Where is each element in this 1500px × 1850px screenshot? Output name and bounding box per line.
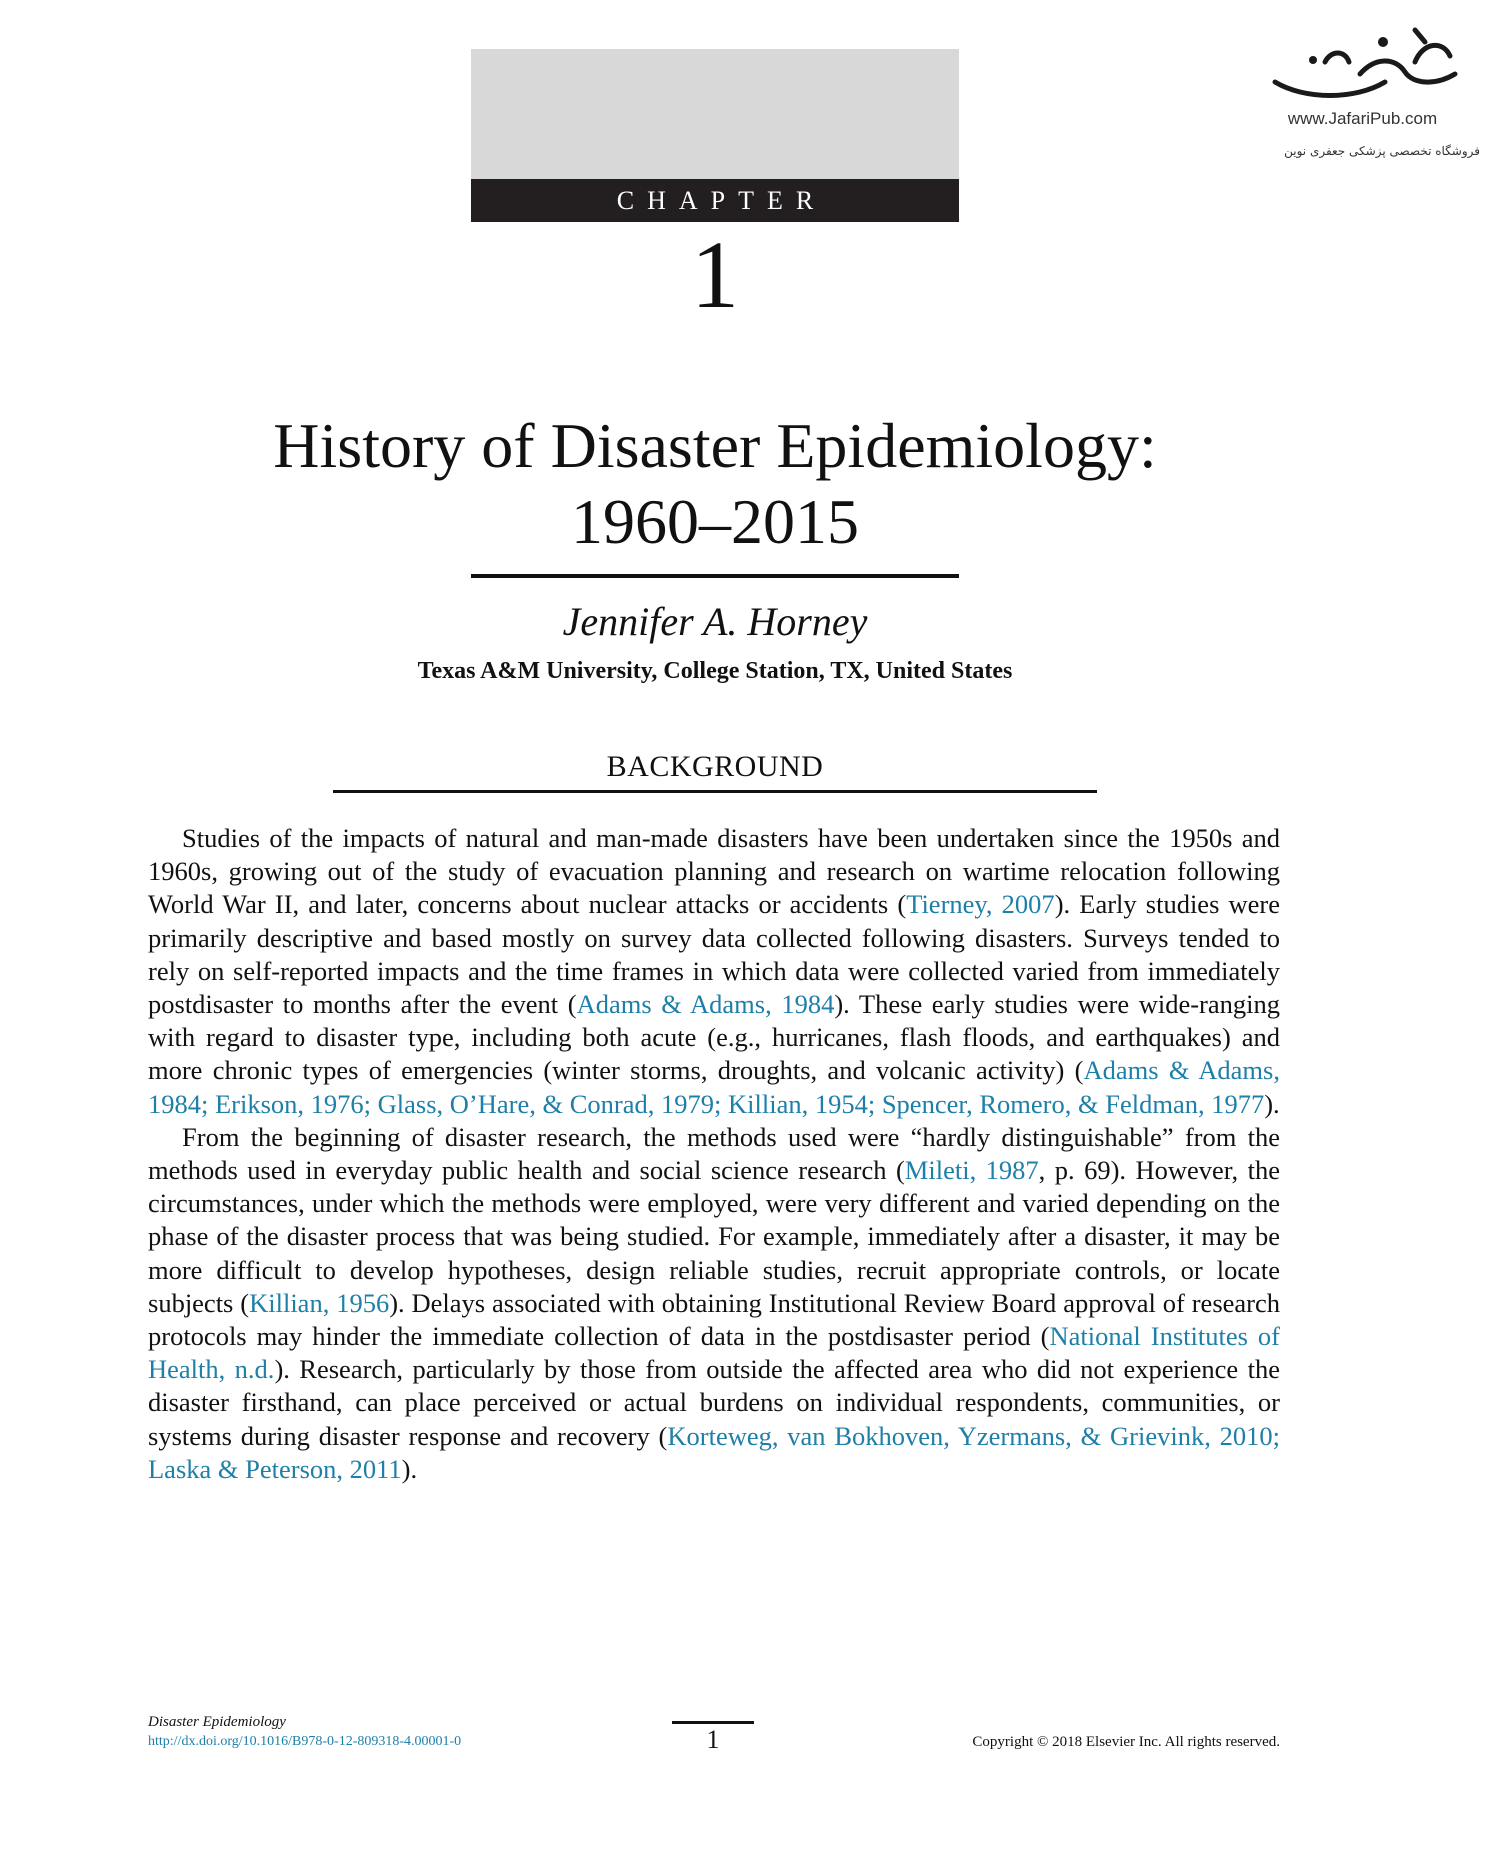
citation-link[interactable]: Mileti, 1987 xyxy=(904,1155,1039,1186)
publisher-logo xyxy=(1245,22,1480,170)
text-segment: ). Delays associated with obtaining Institutional Review Board approval of research protocols may hinder the immediate collection of data in the postdisaster period ( xyxy=(148,1287,1280,1352)
text-segment: ). These early studies were wide-ranging with regard to disaster type, including both acute (e.g., hurricanes, flash floods, and earthquakes) and more chronic types of emergencies (winter storms, droughts, and volcanic activity) ( xyxy=(148,989,1280,1086)
text-segment: Studies of the impacts of natural and man-made disasters have been undertaken since the 1950s and 1960s, growing out of the study of evacuation planning and research on wartime relocation following World War II, and later, concerns about nuclear attacks or accidents ( xyxy=(148,823,1280,920)
author-affiliation: Texas A&M University, College Station, TX, United States xyxy=(417,658,1013,684)
text-segment: ). xyxy=(401,1453,418,1484)
body-text xyxy=(148,822,1280,1486)
section-heading: BACKGROUND xyxy=(606,750,824,783)
logo-tagline: فروشگاه تخصصی پزشکی جعفری نوین xyxy=(1284,144,1480,158)
citation-link[interactable]: National Institutes of Health, n.d. xyxy=(148,1321,1280,1385)
text-segment: ). Early studies were primarily descriptive and based mostly on survey data collected following disasters. Surveys tended to rely on self-reported impacts and the time frames in which data were collected varied from immediately postdisaster to months after the event ( xyxy=(148,889,1280,1020)
citation-link[interactable]: Tierney, 2007 xyxy=(906,889,1055,920)
citation-link[interactable]: Killian, 1956 xyxy=(249,1287,390,1318)
text-segment: ). Research, particularly by those from outside the affected area who did not experience the disaster firsthand, can place perceived or actual burdens on individual respondents, communities, or systems during disaster response and recovery ( xyxy=(148,1354,1280,1451)
citation-link[interactable]: Adams & Adams, 1984 xyxy=(576,989,835,1020)
footer-book-title: Disaster Epidemiology xyxy=(148,1714,286,1730)
footer-copyright: Copyright © 2018 Elsevier Inc. All rights reserved. xyxy=(972,1734,1280,1750)
text-segment: ). xyxy=(1264,1088,1280,1119)
chapter-title-line-2: 1960–2015 xyxy=(571,486,859,557)
paragraph xyxy=(148,822,1280,1121)
logo-url: www.JafariPub.com xyxy=(1287,109,1438,128)
citation-link[interactable]: Adams & Adams, 1984; Erikson, 1976; Glass, O’Hare, & Conrad, 1979; Killian, 1954; Spencer, Romero, & Feldman, 1977 xyxy=(148,1055,1280,1119)
citation-link[interactable]: Korteweg, van Bokhoven, Yzermans, & Grievink, 2010; Laska & Peterson, 2011 xyxy=(148,1420,1280,1484)
text-segment: From the beginning of disaster research, the methods used were “hardly distinguishable” from the methods used in everyday public health and social science research ( xyxy=(148,1121,1280,1186)
paragraph xyxy=(148,1121,1280,1486)
chapter-title-line-1: History of Disaster Epidemiology: xyxy=(273,410,1157,481)
chapter-header-box xyxy=(471,49,959,179)
chapter-number: 1 xyxy=(691,221,739,328)
jafaripub-logo-mark-icon xyxy=(1265,22,1470,106)
chapter-label: CHAPTER xyxy=(471,179,959,222)
text-segment: , p. 69). However, the circumstances, under which the methods were employed, were very different and varied depending on the phase of the disaster process that was being studied. For example, immediately after a disaster, it may be more difficult to develop hypotheses, design reliable studies, recruit appropriate controls, or locate subjects ( xyxy=(148,1155,1280,1318)
footer-doi-link[interactable]: http://dx.doi.org/10.1016/B978-0-12-809318-4.00001-0 xyxy=(148,1734,462,1749)
page-number: 1 xyxy=(706,1725,720,1754)
section-divider xyxy=(333,790,1097,793)
chapter-title xyxy=(150,408,1280,560)
author-name: Jennifer A. Horney xyxy=(562,599,868,644)
title-divider xyxy=(471,574,959,578)
